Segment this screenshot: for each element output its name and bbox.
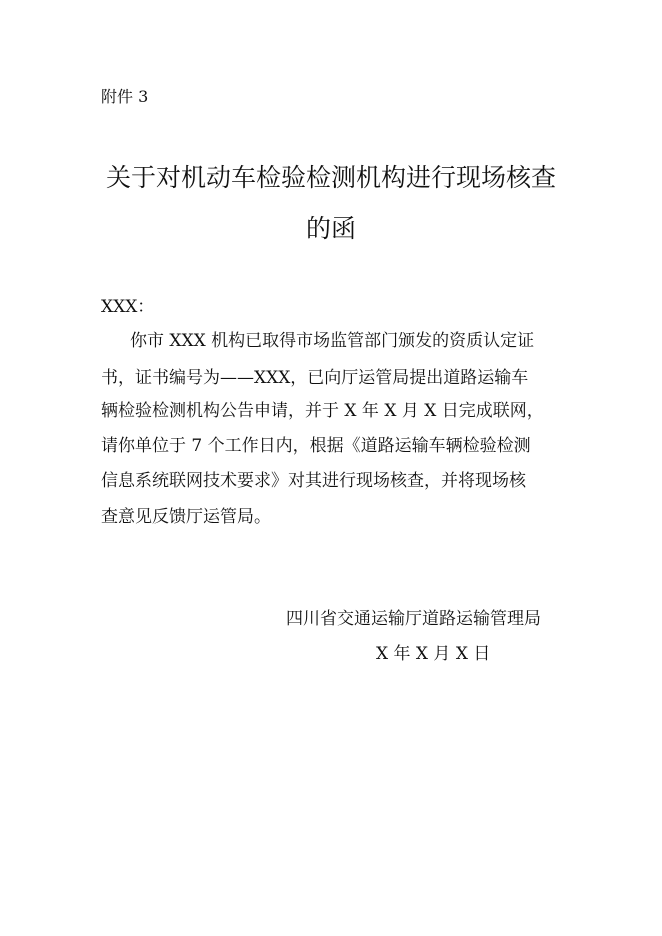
body-line-6: 查意见反馈厅运管局。 <box>101 507 271 527</box>
body-line-1: 你市 XXX 机构已取得市场监管部门颁发的资质认定证 <box>130 331 535 351</box>
attachment-label: 附件 3 <box>101 87 149 106</box>
document-title-line-2: 的函 <box>305 214 356 243</box>
issue-date: X 年 X 月 X 日 <box>376 644 491 664</box>
document-title-line-1: 关于对机动车检验检测机构进行现场核查 <box>105 163 556 192</box>
recipient-salutation: XXX： <box>101 297 155 317</box>
body-line-3: 辆检验检测机构公告申请，并于 X 年 X 月 X 日完成联网， <box>101 401 544 421</box>
body-line-5: 信息系统联网技术要求》对其进行现场核查，并将现场核 <box>101 471 526 491</box>
issuer-signature: 四川省交通运输厅道路运输管理局 <box>286 609 541 629</box>
body-line-2: 书，证书编号为——XXX，已向厅运管局提出道路运输车 <box>101 368 529 388</box>
body-line-4: 请你单位于 7 个工作日内，根据《道路运输车辆检验检测 <box>101 436 531 456</box>
